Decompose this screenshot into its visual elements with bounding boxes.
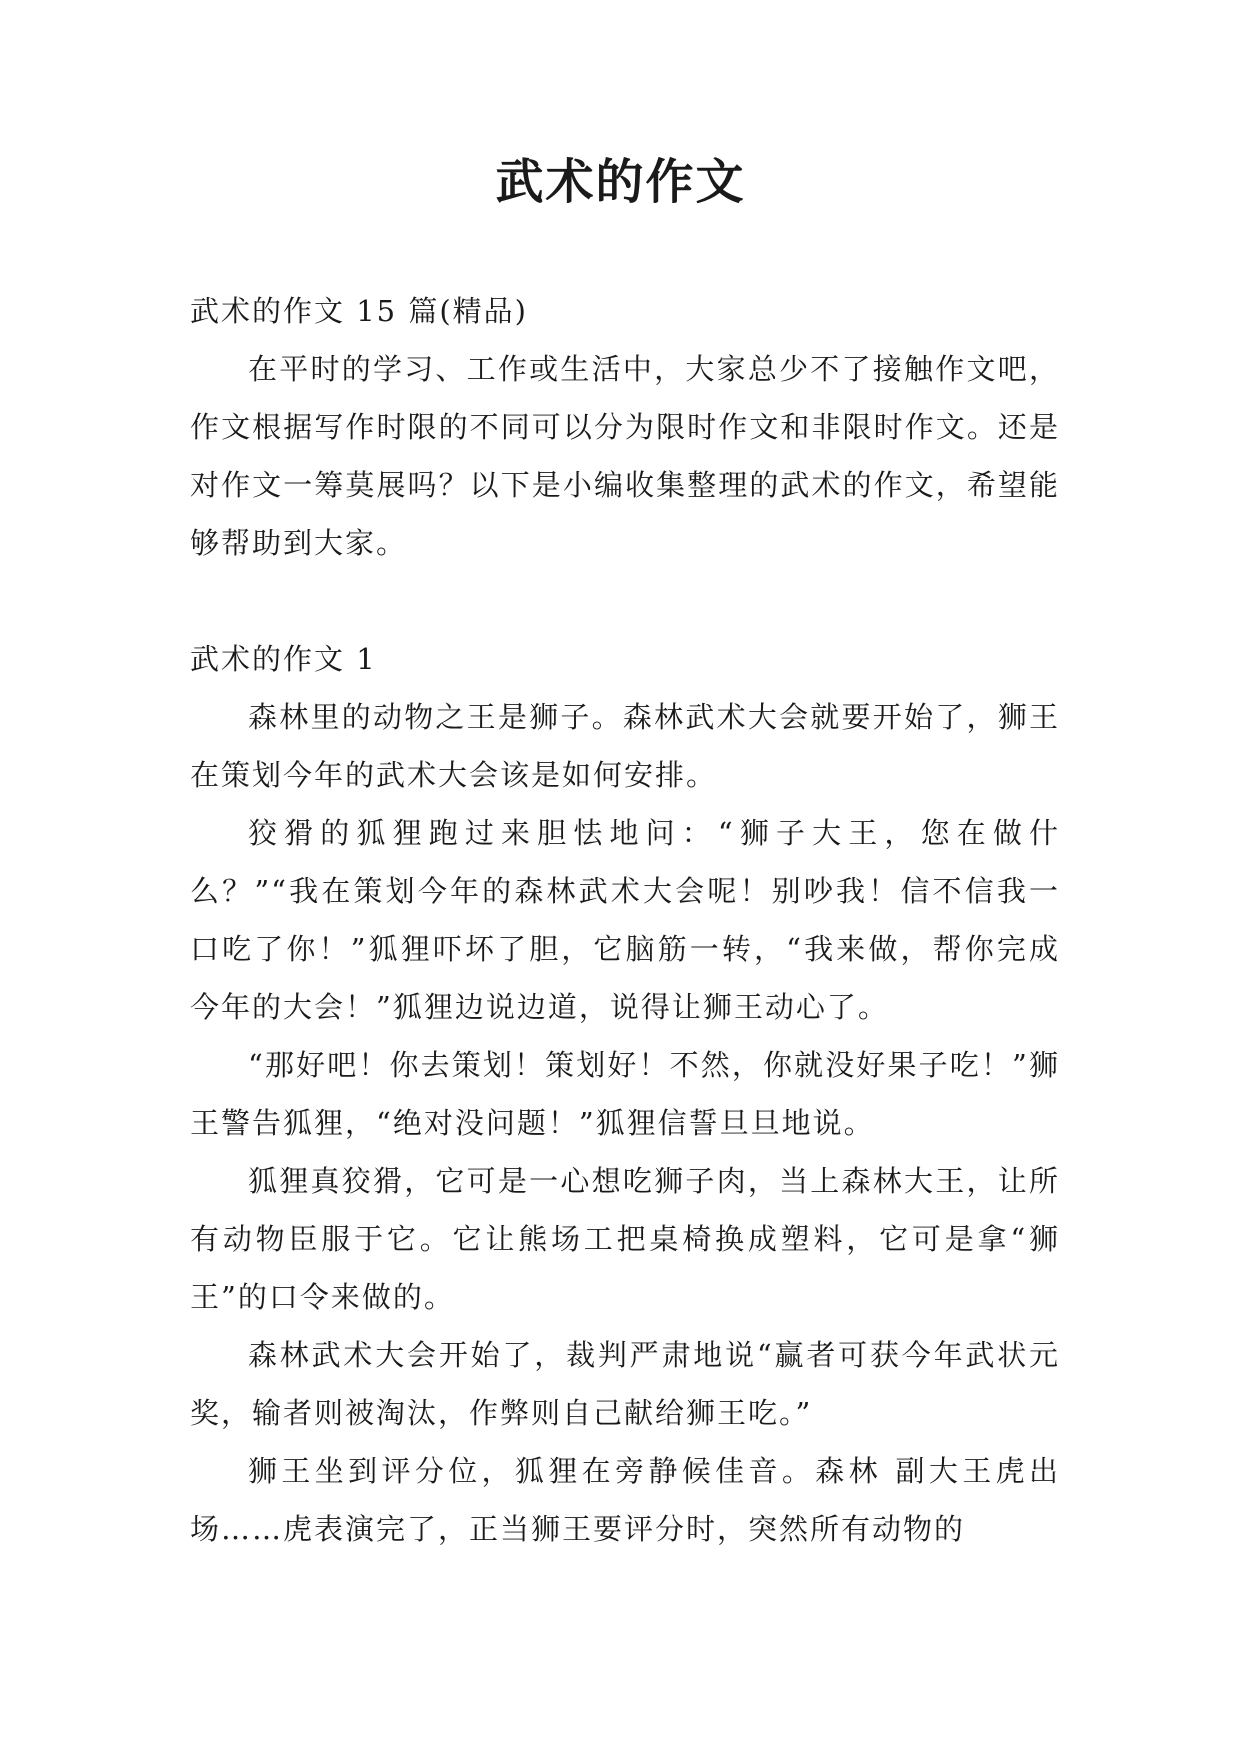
- story-paragraph: 森林武术大会开始了，裁判严肃地说“赢者可获今年武状元奖，输者则被淘汰，作弊则自己献给狮王吃。”: [190, 1338, 1060, 1430]
- story-paragraph: “那好吧！你去策划！策划好！不然，你就没好果子吃！”狮王警告狐狸，“绝对没问题！”狐狸信誓旦旦地说。: [190, 1048, 1060, 1140]
- story-paragraph: 狮王坐到评分位，狐狸在旁静候佳音。森林 副大王虎出场……虎表演完了，正当狮王要评分时，突然所有动物的: [190, 1454, 1060, 1546]
- document-title: 武术的作文: [495, 154, 746, 210]
- document-body: [190, 282, 1060, 1558]
- document-subtitle: 武术的作文 15 篇(精品): [190, 294, 528, 328]
- intro-paragraph: 在平时的学习、工作或生活中，大家总少不了接触作文吧，作文根据写作时限的不同可以分为限时作文和非限时作文。还是对作文一筹莫展吗？以下是小编收集整理的武术的作文，希望能够帮助到大家。: [190, 352, 1060, 560]
- story-paragraph: 狡猾的狐狸跑过来胆怯地问：“狮子大王，您在做什么？”“我在策划今年的森林武术大会呢！别吵我！信不信我一口吃了你！”狐狸吓坏了胆，它脑筋一转，“我来做，帮你完成今年的大会！”狐狸边说边道，说得让狮王动心了。: [190, 816, 1060, 1024]
- story-paragraph: 森林里的动物之王是狮子。森林武术大会就要开始了，狮王在策划今年的武术大会该是如何安排。: [190, 700, 1060, 792]
- section-heading: 武术的作文 1: [190, 642, 377, 676]
- section-spacer: [190, 572, 1060, 630]
- story-paragraph: 狐狸真狡猾，它可是一心想吃狮子肉，当上森林大王，让所有动物臣服于它。它让熊场工把桌椅换成塑料，它可是拿“狮王”的口令来做的。: [190, 1164, 1060, 1314]
